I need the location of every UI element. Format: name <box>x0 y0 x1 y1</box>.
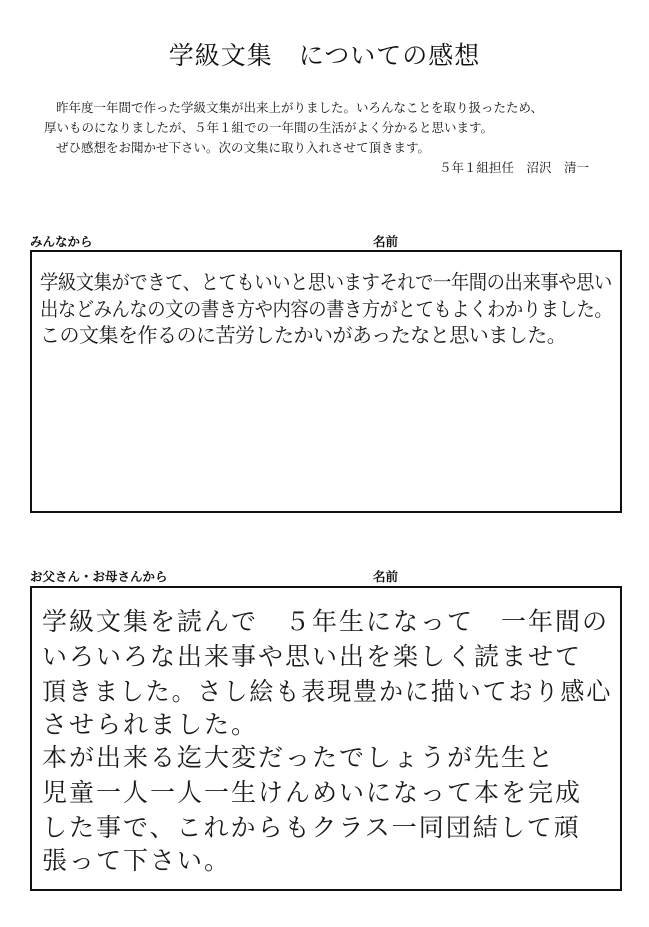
document-title: 学級文集 についての感想 <box>168 41 481 70</box>
teacher-signature: ５年１組担任 沼沢 清一 <box>438 160 589 175</box>
handwritten-line: 児童一人一人一生けんめいになって本を完成 <box>42 778 583 807</box>
section1-comment-box <box>30 250 622 513</box>
handwritten-line: 張って下さい。 <box>42 846 232 875</box>
handwritten-line: この文集を作るのに苦労したかいがあったなと思いました。 <box>40 323 567 347</box>
handwritten-line: 出などみんなの文の書き方や内容の書き方がとてもよくわかりました。 <box>40 297 613 321</box>
intro-line: 昨年度一年間で作った学級文集が出来上がりました。いろんなことを取り扱ったため、 <box>56 100 544 115</box>
handwritten-line: 頂きました。さし絵も表現豊かに描いており感心 <box>42 677 613 706</box>
section1-name-label: 名前 <box>373 234 399 249</box>
section2-comment-box <box>30 586 622 891</box>
handwritten-line: 学級文集を読んで ５年生になって 一年間の <box>42 607 610 636</box>
handwritten-line: した事で、これからもクラス一同団結して頑 <box>42 813 581 842</box>
handwritten-line: 本が出来る迄大変だったでしょうが先生と <box>42 743 556 772</box>
handwritten-line: いろいろな出来事や思い出を楽しく読ませて <box>42 642 583 671</box>
section2-name-label: 名前 <box>373 569 399 584</box>
intro-line: ぜひ感想をお聞かせ下さい。次の文集に取り入れさせて頂きます。 <box>56 140 431 155</box>
handwritten-line: させられました。 <box>42 710 259 739</box>
intro-line: 厚いものになりましたが、５年１組での一年間の生活がよく分かると思います。 <box>44 120 494 135</box>
section2-label: お父さん・お母さんから <box>30 569 168 584</box>
handwritten-line: 学級文集ができて、とてもいいと思いますそれで一年間の出来事や思い <box>40 270 612 294</box>
intro-text <box>44 98 624 158</box>
section1-label: みんなから <box>30 234 93 249</box>
